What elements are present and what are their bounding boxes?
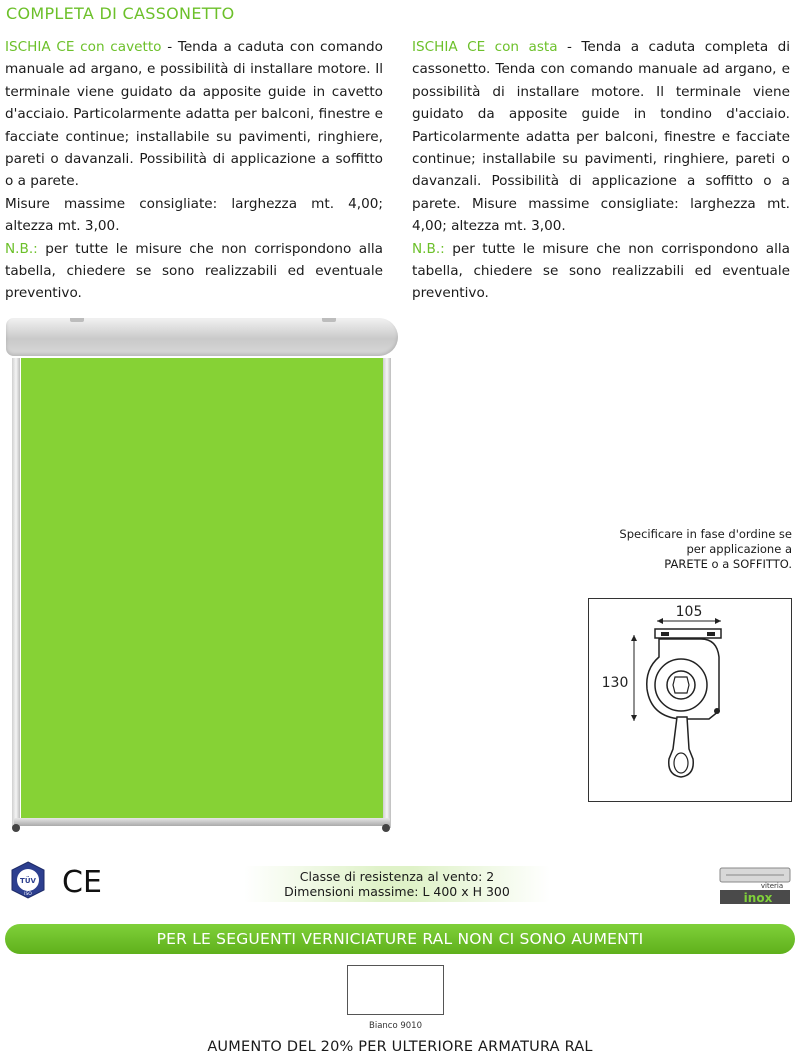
width-arrow-right: [715, 618, 721, 624]
guide-foot: [12, 824, 20, 832]
left-product-name: ISCHIA CE con cavetto: [5, 39, 162, 55]
right-guide: [383, 358, 391, 828]
left-nb-text: per tutte le misure che non corrispondono alla tabella, chiedere se sono realizzabili ed eventuale preventivo.: [5, 240, 383, 302]
tuv-icon: [12, 862, 44, 898]
description-right: [412, 36, 790, 305]
right-product-name: ISCHIA CE con asta: [412, 39, 558, 55]
right-description-paragraph: [412, 36, 790, 238]
svg-text:viteria: viteria: [760, 882, 784, 890]
description-left: [5, 36, 383, 305]
max-dimensions-text: Dimensioni massime: L 400 x H 300: [284, 884, 510, 899]
blind-illustration: [6, 318, 398, 838]
right-nb-label: N.B.:: [412, 240, 445, 257]
spec-note-line: per applicazione a: [686, 542, 792, 556]
blind-fabric: [21, 358, 383, 820]
fixing-screw: [714, 708, 720, 714]
svg-text:inox: inox: [743, 891, 773, 905]
bracket-drawing: [589, 599, 790, 800]
bracket-dimension-diagram: [588, 598, 792, 802]
left-description-paragraph: [5, 36, 383, 193]
ce-mark-icon: CE: [62, 865, 102, 900]
right-description-body: - Tenda a caduta completa di cassonetto. Tenda con comando manuale ad argano, e possibilità di installare motore. Il terminale viene guidato da apposite guide in tondino d'acciaio. Particolarmente adatta per balconi, finestre e facciate continue; installabile su pavimenti, ringhiere, pareti o davanzali. Possibilità di applicazione a soffitto o a parete. Misure massime consigliate: larghezza mt. 4,00; altezza mt. 3,00.: [412, 39, 791, 235]
spec-note-line: PARETE o a SOFFITTO.: [664, 557, 792, 571]
cassette-bracket: [322, 318, 336, 322]
cassette-bracket: [70, 318, 84, 322]
roller-hub: [673, 677, 689, 693]
blind-bottom-bar: [14, 818, 390, 826]
wind-class-text: Classe di resistenza al vento: 2: [299, 869, 495, 884]
ral-paint-banner: PER LE SEGUENTI VERNICIATURE RAL NON CI SONO AUMENTI: [5, 924, 795, 954]
ral-surcharge-note: AUMENTO DEL 20% PER ULTERIORE ARMATURA RAL: [207, 1039, 593, 1055]
color-swatch-bianco: [347, 965, 444, 1015]
svg-text:ISO: ISO: [24, 892, 32, 897]
left-measures: Misure massime consigliate: larghezza mt. 4,00; altezza mt. 3,00.: [5, 195, 383, 235]
left-guide: [12, 358, 20, 828]
right-note: [412, 238, 790, 305]
viteria-inox-logo: [718, 866, 792, 906]
spec-note-line: Specificare in fase d'ordine se: [619, 527, 792, 541]
swatch-label: Bianco 9010: [369, 1021, 422, 1031]
height-label: 130: [601, 675, 629, 691]
right-nb-text: per tutte le misure che non corrispondono alla tabella, chiedere se sono realizzabili ed eventuale preventivo.: [412, 240, 790, 302]
height-arrow-top: [631, 635, 637, 641]
page-heading: COMPLETA DI CASSONETTO: [6, 4, 235, 23]
width-arrow-left: [657, 618, 663, 624]
width-label: 105: [675, 604, 703, 620]
left-note: [5, 238, 383, 305]
order-specification-note: [560, 527, 792, 572]
guide-foot: [382, 824, 390, 832]
left-nb-label: N.B.:: [5, 240, 38, 257]
wind-resistance-box: [244, 866, 550, 902]
left-description-body: - Tenda a caduta con comando manuale ad argano, e possibilità di installare motore. Il terminale viene guidato da apposite guide in cavetto d'acciaio. Particolarmente adatta per balconi, finestre e facciate continue; installabile su pavimenti, ringhiere, pareti o davanzali. Possibilità di applicazione a soffitto o a parete.: [5, 39, 383, 190]
blind-cassette: [6, 318, 398, 356]
svg-text:TÜV: TÜV: [20, 877, 36, 885]
height-arrow-bottom: [631, 715, 637, 721]
certification-logos: [6, 856, 106, 912]
crank-eyelet: [674, 753, 688, 773]
